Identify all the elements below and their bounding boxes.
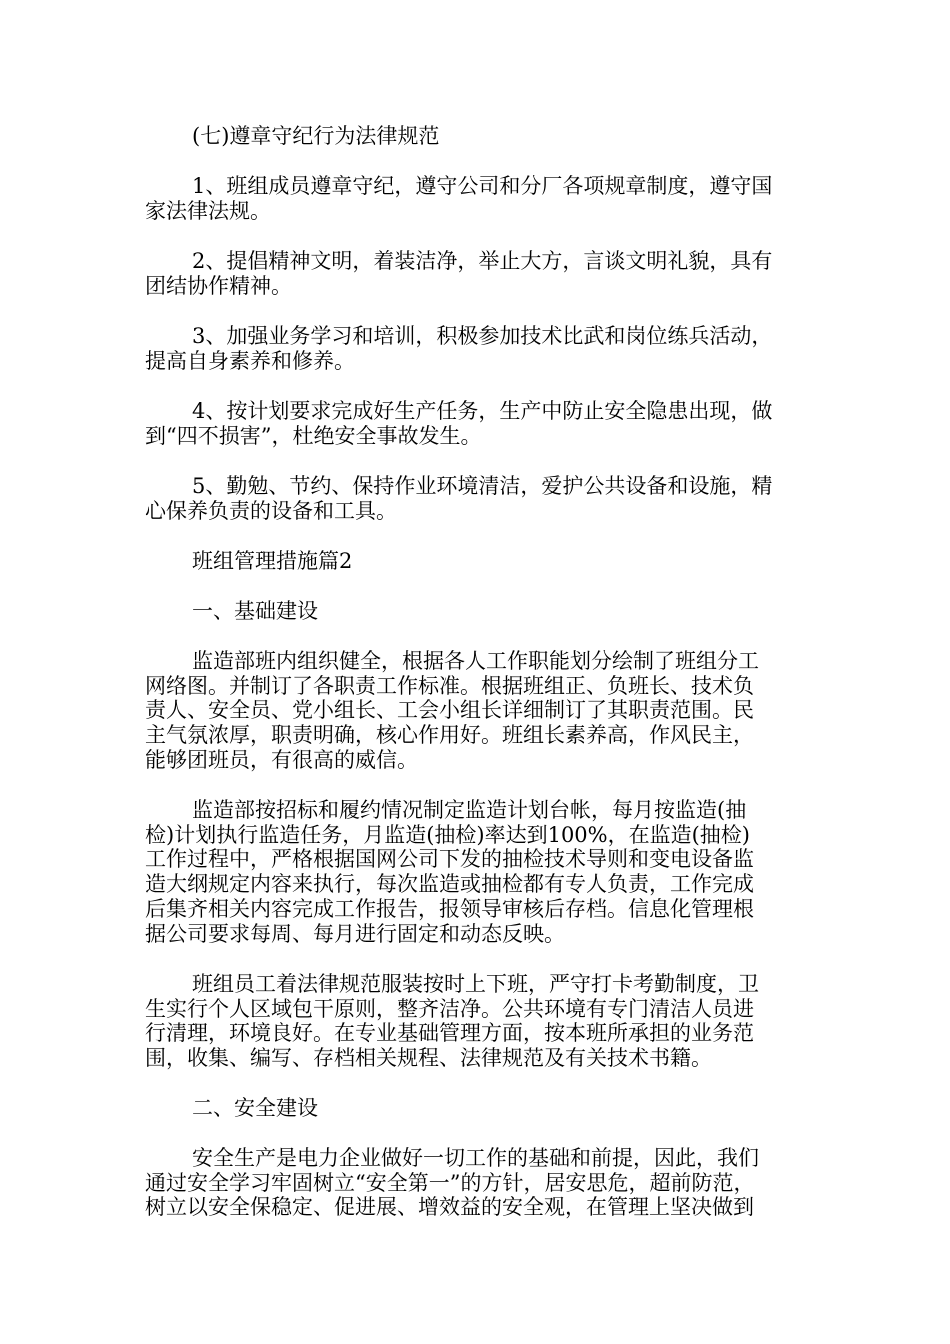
text-line: 4、按计划要求完成好生产任务，生产中防止安全隐患出现，做 <box>192 399 773 423</box>
text-line: 团结协作精神。 <box>145 273 292 298</box>
paragraph <box>145 649 815 773</box>
text-line: 家法律法规。 <box>145 198 271 223</box>
paragraph <box>145 1146 815 1220</box>
text-line: 2、提倡精神文明，着装洁净，举止大方，言谈文明礼貌，具有 <box>192 249 773 273</box>
paragraph <box>145 474 815 523</box>
text-line: 到“四不损害”，杜绝安全事故发生。 <box>145 423 482 448</box>
text-line: 树立以安全保稳定、促进展、增效益的安全观，在管理上坚决做到 <box>145 1195 754 1220</box>
section-heading <box>145 124 815 149</box>
section-heading <box>145 549 815 574</box>
text-line: 二、安全建设 <box>192 1096 318 1120</box>
text-line: 一、基础建设 <box>192 599 318 623</box>
text-line: 行清理，环境良好。在专业基础管理方面，按本班所承担的业务范 <box>145 1021 754 1046</box>
text-line: 监造部班内组织健全，根据各人工作职能划分绘制了班组分工 <box>192 649 759 673</box>
text-line: 心保养负责的设备和工具。 <box>145 498 397 523</box>
text-line: 检)计划执行监造任务，月监造(抽检)率达到100%，在监造(抽检) <box>145 822 750 847</box>
text-line: (七)遵章守纪行为法律规范 <box>192 124 440 148</box>
text-line: 据公司要求每周、每月进行固定和动态反映。 <box>145 921 565 946</box>
text-line: 提高自身素养和修养。 <box>145 348 355 373</box>
text-line: 能够团班员，有很高的威信。 <box>145 747 418 772</box>
text-line: 安全生产是电力企业做好一切工作的基础和前提，因此，我们 <box>192 1146 759 1170</box>
text-line: 围，收集、编写、存档相关规程、法律规范及有关技术书籍。 <box>145 1046 712 1071</box>
text-line: 3、加强业务学习和培训，积极参加技术比武和岗位练兵活动， <box>192 324 773 348</box>
paragraph <box>145 174 815 223</box>
text-line: 监造部按招标和履约情况制定监造计划台帐，每月按监造(抽 <box>192 798 747 822</box>
text-line: 工作过程中，严格根据国网公司下发的抽检技术导则和变电设备监 <box>145 847 754 872</box>
text-line: 通过安全学习牢固树立“安全第一”的方针，居安思危，超前防范， <box>145 1170 755 1195</box>
text-line: 后集齐相关内容完成工作报告，报领导审核后存档。信息化管理根 <box>145 896 754 921</box>
text-line: 主气氛浓厚，职责明确，核心作用好。班组长素养高，作风民主， <box>145 723 754 748</box>
text-line: 班组员工着法律规范服装按时上下班，严守打卡考勤制度，卫 <box>192 972 759 996</box>
paragraph <box>145 399 815 448</box>
text-line: 责人、安全员、党小组长、工会小组长详细制订了其职责范围。民 <box>145 698 754 723</box>
paragraph <box>145 972 815 1071</box>
paragraph <box>145 249 815 298</box>
text-line: 网络图。并制订了各职责工作标准。根据班组正、负班长、技术负 <box>145 673 754 698</box>
text-line: 5、勤勉、节约、保持作业环境清洁，爱护公共设备和设施，精 <box>192 474 773 498</box>
section-heading <box>145 599 815 624</box>
text-line: 班组管理措施篇2 <box>192 549 353 573</box>
text-line: 造大纲规定内容来执行，每次监造或抽检都有专人负责，工作完成 <box>145 872 754 897</box>
paragraph <box>145 324 815 373</box>
paragraph <box>145 798 815 946</box>
section-heading <box>145 1096 815 1121</box>
text-line: 1、班组成员遵章守纪，遵守公司和分厂各项规章制度，遵守国 <box>192 174 773 198</box>
text-line: 生实行个人区域包干原则，整齐洁净。公共环境有专门清洁人员进 <box>145 996 754 1021</box>
